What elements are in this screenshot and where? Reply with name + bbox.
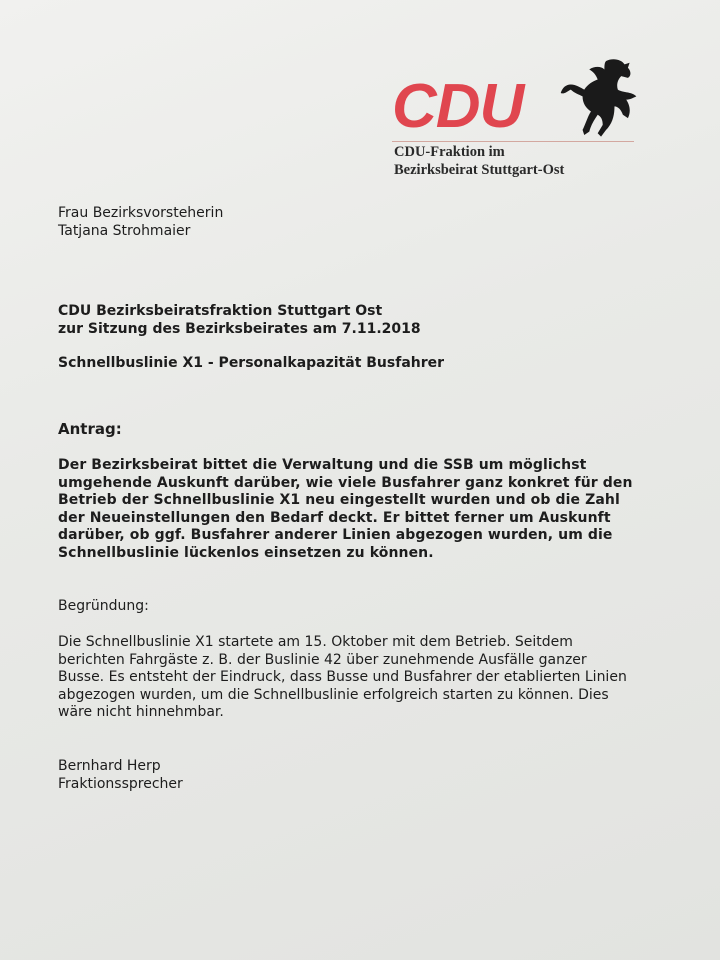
heading-line-1: CDU Bezirksbeiratsfraktion Stuttgart Ost xyxy=(58,303,383,319)
antrag-line: Der Bezirksbeirat bittet die Verwaltung und die SSB um möglichst xyxy=(58,457,587,473)
subject-line: Schnellbuslinie X1 - Personalkapazität Busfahrer xyxy=(58,355,445,371)
begruendung-label: Begründung: xyxy=(58,598,149,614)
letterhead-rule xyxy=(392,141,634,142)
begruendung-line: wäre nicht hinnehmbar. xyxy=(58,704,224,720)
antrag-label: Antrag: xyxy=(58,420,122,438)
signatory-name: Bernhard Herp xyxy=(58,758,161,774)
letterhead xyxy=(388,56,648,186)
letterhead-line-1: CDU-Fraktion im xyxy=(394,144,505,160)
antrag-line: darüber, ob ggf. Busfahrer anderer Linien abgezogen wurden, um die xyxy=(58,527,613,543)
antrag-text xyxy=(58,457,633,562)
meeting-heading xyxy=(58,303,421,338)
begruendung-line: Die Schnellbuslinie X1 startete am 15. Oktober mit dem Betrieb. Seitdem xyxy=(58,634,573,650)
rearing-horse-icon xyxy=(554,56,638,140)
antrag-line: der Neueinstellungen den Bedarf deckt. Er bittet ferner um Auskunft xyxy=(58,509,611,526)
recipient-block xyxy=(58,205,223,240)
antrag-line: Betrieb der Schnellbuslinie X1 neu eingestellt wurden und ob die Zahl xyxy=(58,492,620,508)
signature-block xyxy=(58,758,183,793)
letterhead-line-2: Bezirksbeirat Stuttgart-Ost xyxy=(394,162,565,178)
antrag-line: Schnellbuslinie lückenlos einsetzen zu können. xyxy=(58,544,434,561)
begruendung-text xyxy=(58,634,627,722)
begruendung-line: Busse. Es entsteht der Eindruck, dass Busse und Busfahrer der etablierten Linien xyxy=(58,669,627,685)
recipient-name: Tatjana Strohmaier xyxy=(58,222,191,239)
recipient-title: Frau Bezirksvorsteherin xyxy=(58,205,224,221)
begruendung-line: berichten Fahrgäste z. B. der Buslinie 42 über zunehmende Ausfälle ganzer xyxy=(58,651,587,668)
antrag-line: umgehende Auskunft darüber, wie viele Busfahrer ganz konkret für den xyxy=(58,474,633,491)
cdu-logo: CDU xyxy=(392,72,524,141)
signatory-role: Fraktionssprecher xyxy=(58,775,183,792)
begruendung-line: abgezogen wurden, um die Schnellbuslinie erfolgreich starten zu können. Dies xyxy=(58,686,609,703)
heading-line-2: zur Sitzung des Bezirksbeirates am 7.11.2018 xyxy=(58,320,421,337)
